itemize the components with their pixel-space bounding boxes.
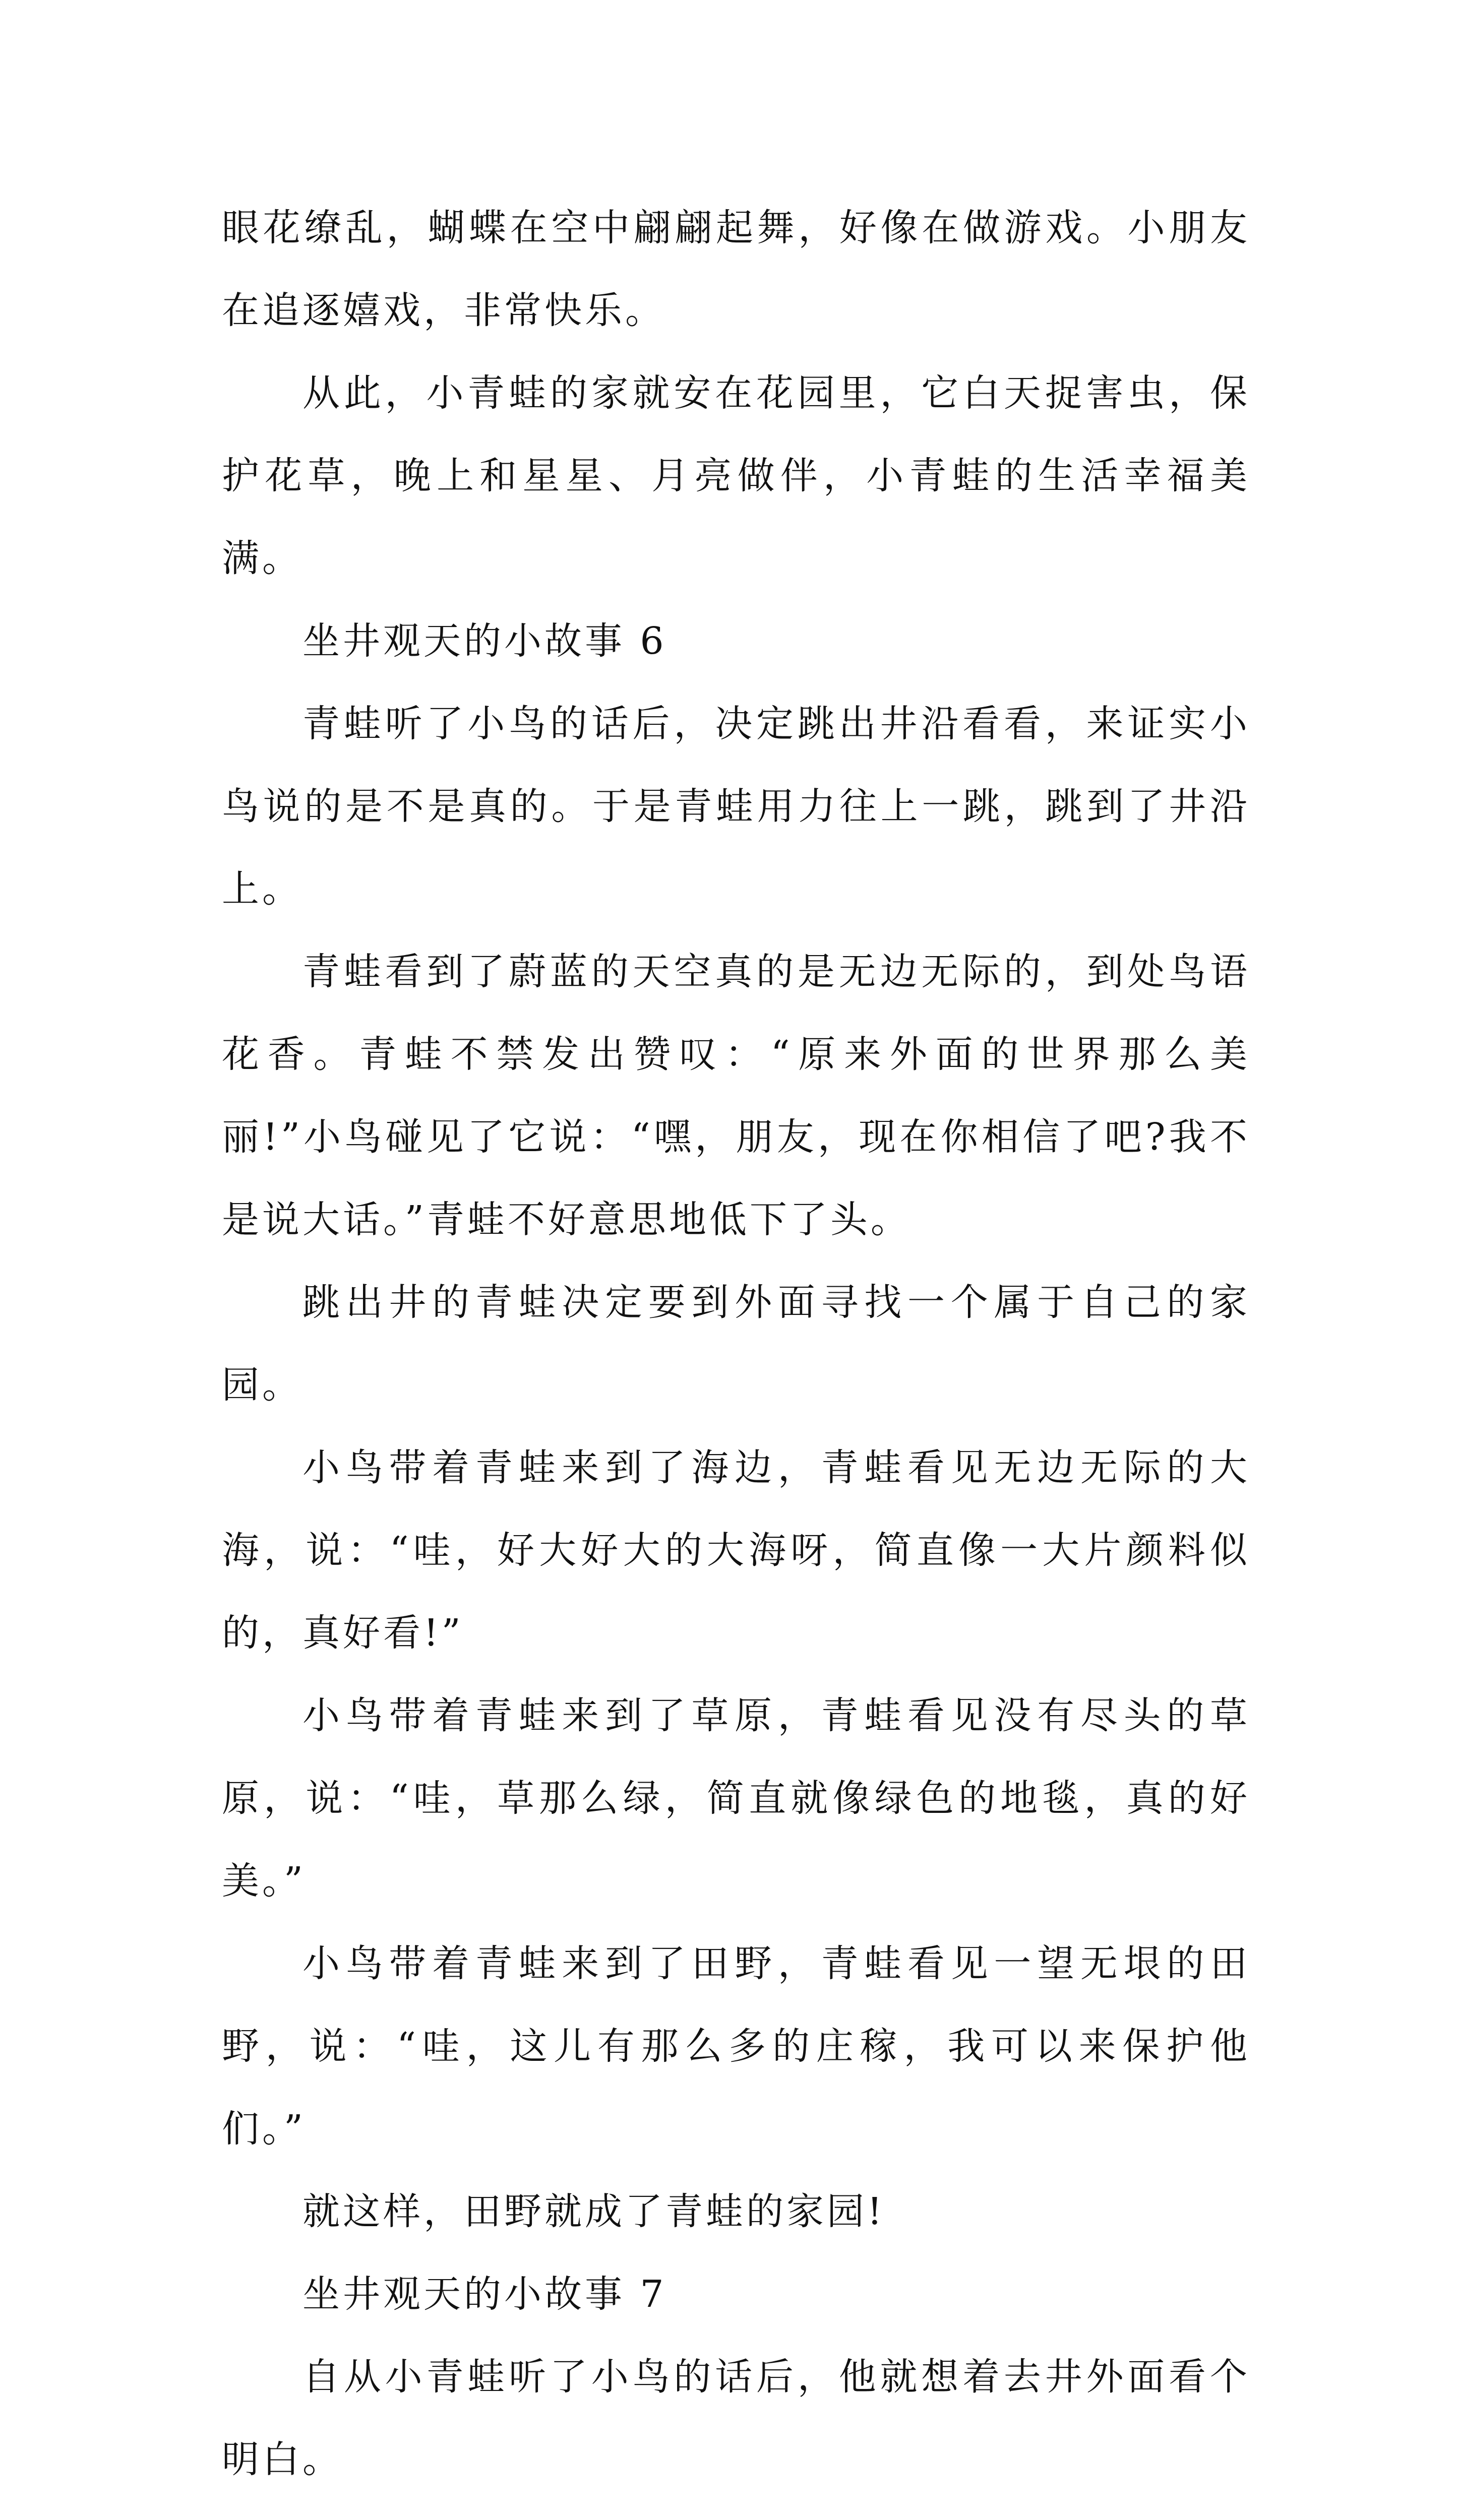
section-heading-6: 坐井观天的小故事 6 [302, 619, 667, 663]
paragraph: 青蛙听了小鸟的话后，决定跳出井沿看看，来证实小鸟说的是不是真的。于是青蛙用力往上一跳，跳到了井沿上。 [222, 702, 1250, 911]
paragraph: 就这样，田野就成了青蛙的家园! [302, 2190, 885, 2233]
paragraph: 小鸟带着青蛙来到了田野，青蛙看见一望无垠的田野，说：“哇，这儿有那么多的庄稼，我可以来保护他们。” [222, 1942, 1250, 2151]
paragraph: 小鸟带着青蛙来到了草原，青蛙看见没有尽头的草原，说：“哇，草那么绿，简直就像绿色的地毯，真的好美。” [222, 1694, 1250, 1903]
paragraph-continuation: 眼花缭乱，蝴蝶在空中翩翩起舞，好像在做游戏。小朋友在追逐嬉戏，非常快乐。 [222, 206, 1250, 332]
paragraph [222, 2501, 1250, 2520]
paragraph: 跳出井的青蛙决定要到外面寻找一个属于自己的家园。 [222, 1281, 1250, 1407]
paragraph: 青蛙看到了蔚蓝的天空真的是无边无际的，到处鸟语花香。青蛙不禁发出赞叹：“原来外面的世界那么美丽!”小鸟碰见了它说：“嘿，朋友，现在你相信了吧?我不是说大话。”青蛙不好意思地低下了头。 [222, 950, 1250, 1241]
paragraph: 自从小青蛙听了小鸟的话后，他就想着去井外面看个明白。 [222, 2355, 1250, 2481]
section-heading-7: 坐井观天的小故事 7 [302, 2273, 667, 2316]
document-body [222, 186, 1250, 2520]
paragraph: 小鸟带着青蛙来到了海边，青蛙看见无边无际的大海，说：“哇，好大好大的大海呀，简直像一大片颜料似的，真好看!” [222, 1446, 1250, 1655]
paragraph: 从此，小青蛙的家就安在花园里，它白天捉害虫，保护花草，晚上和星星、月亮做伴，小青蛙的生活幸福美满。 [222, 371, 1250, 580]
